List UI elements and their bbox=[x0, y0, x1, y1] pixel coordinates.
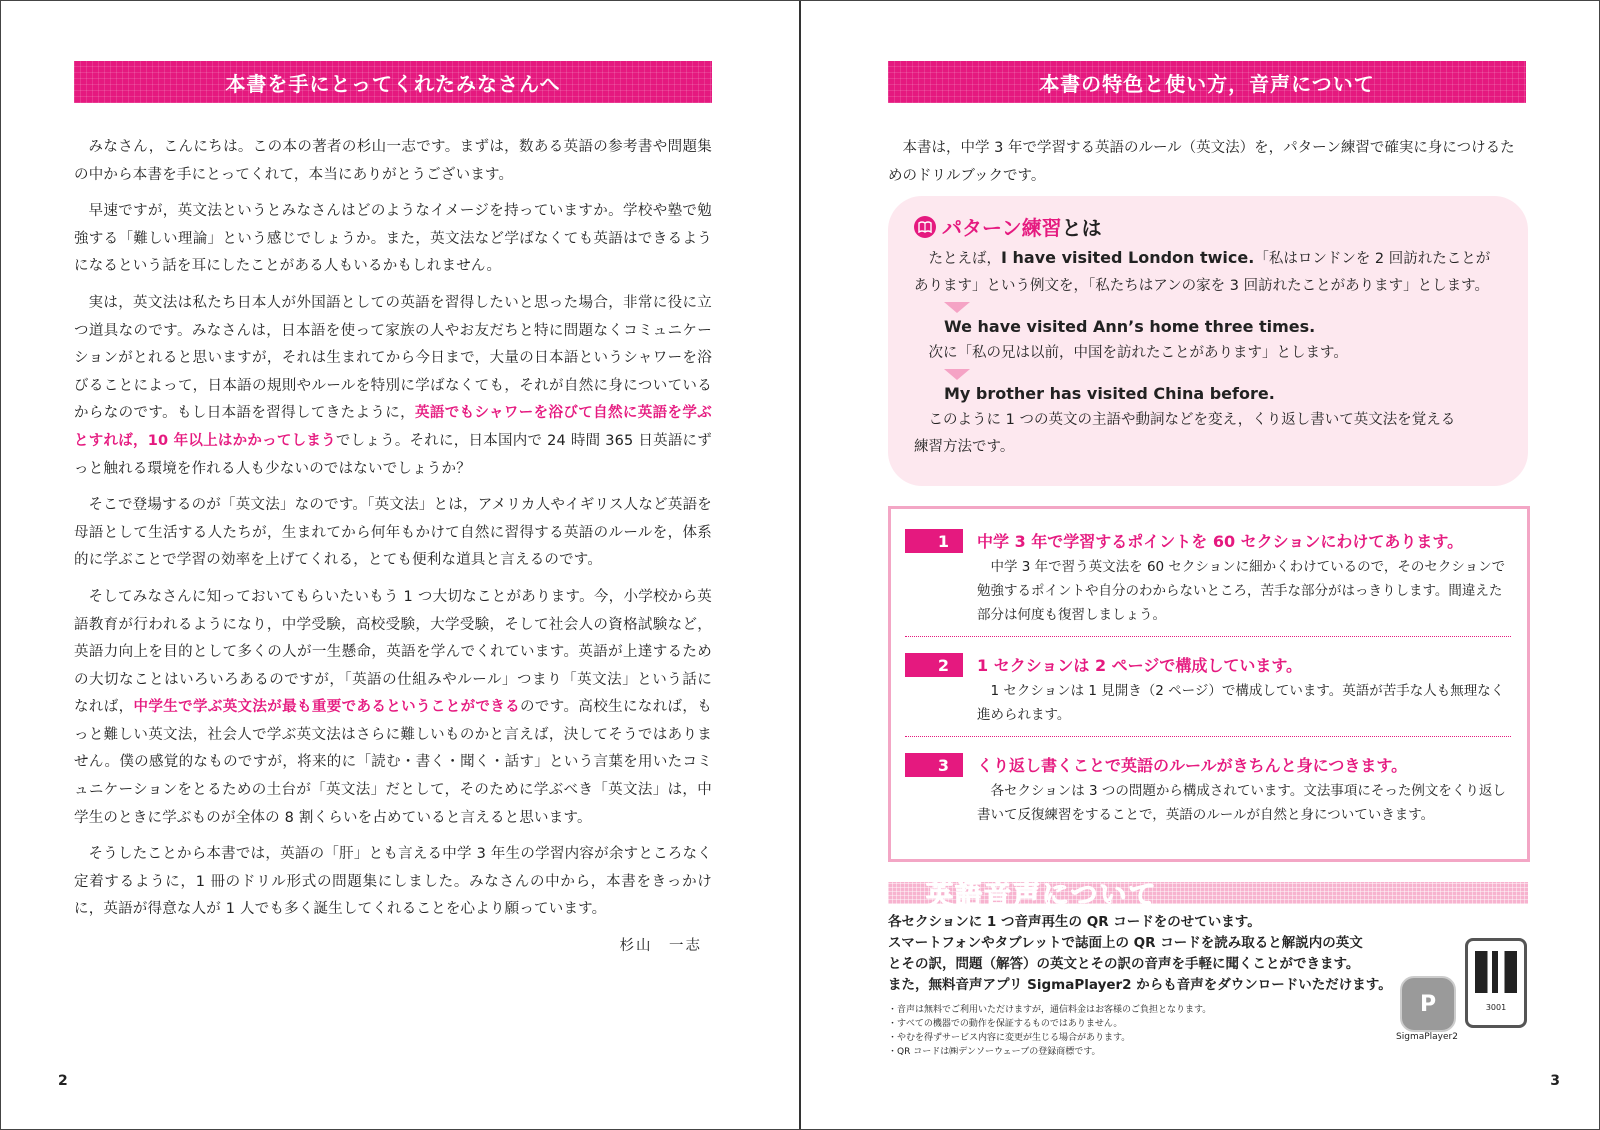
feature-heading: 中学 3 年で学習するポイントを 60 セクションにわけてあります。 bbox=[977, 532, 1464, 551]
feature-number: 2 bbox=[905, 653, 963, 677]
app-label: SigmaPlayer2 bbox=[1396, 1032, 1458, 1042]
audio-section-title: 英語音声について bbox=[926, 880, 1158, 911]
qr-code-icon bbox=[1475, 951, 1517, 993]
example-sentence-base: I have visited London twice. bbox=[1001, 248, 1255, 267]
feature-heading: 1 セクションは 2 ページで構成しています。 bbox=[977, 656, 1303, 675]
paragraph-4: そこで登場するのが「英文法」なのです。「英文法」とは，アメリカ人やイギリス人など英語を母語として生活する人たちが，生まれてから何年もかけて自然に習得する英語のルールを，体系的に学ぶことで学習の効率を上げてくれる，とても便利な道具と言えるのです。 bbox=[74, 497, 712, 569]
paragraph-5: そしてみなさんに知っておいてもらいたいもう 1 つ大切なことがあります。今，小学校から英語教育が行われるようになり，中学受験，高校受験，大学受験，そして社会人の資格試験など，英語力向上を目的として多くの人が一生懸命，英語を学んでくれています。英語が上達するための大切なことはいろいろあるのですが，「英語の仕組みやルール」つまり「英文法」という話になれば，中学生で学ぶ英文法が最も重要であるということができるのです。高校生になれば，もっと難しい英文法，社会人で学ぶ英文法はさらに難しいものかと言えば，決してそうではありません。僕の感覚的なものですが，将来的に「読む・書く・聞く・話す」という言葉を用いたコミュニケーションをとるための土台が「英文法」だとして，そのために学ぶべき「英文法」は，中学生のときに学ぶものが全体の 8 割くらいを占めていると言えると思います。 bbox=[74, 588, 712, 826]
pattern-line-4: このように 1 つの英文の主語や動詞などを変え，くり返し書いて英文法を覚える bbox=[928, 412, 1456, 428]
intro-text: 本書は，中学 3 年で学習する英語のルール（英文法）を，パターン練習で確実に身につけるためのドリルブックです。 bbox=[888, 140, 1515, 184]
feature-number: 3 bbox=[905, 753, 963, 777]
example-sentence-2: My brother has visited China before. bbox=[944, 384, 1275, 403]
book-icon bbox=[914, 216, 936, 238]
qr-code-number: 3001 bbox=[1485, 1003, 1507, 1012]
feature-heading: くり返し書くことで英語のルールがきちんと身につきます。 bbox=[977, 756, 1408, 775]
pattern-line-3: 次に「私の兄は以前，中国を訪れたことがあります」とします。 bbox=[928, 345, 1348, 361]
feature-description: 1 セクションは 1 見開き（2 ページ）で構成しています。英語が苦手な人も無理なく進められます。 bbox=[977, 683, 1505, 723]
highlight-text: 英語でもシャワーを浴びて自然に英語を学ぶとすれば，10 年以上はかかってしまう bbox=[74, 405, 712, 449]
highlight-text: 中学生で学ぶ英文法が最も重要であるということができる bbox=[133, 699, 521, 716]
left-page-body bbox=[74, 134, 712, 961]
pattern-practice-box bbox=[888, 196, 1528, 486]
arrow-down-icon bbox=[944, 302, 970, 313]
page-number-right: 3 bbox=[1550, 1073, 1560, 1089]
dotted-divider bbox=[905, 636, 1511, 637]
feature-number: 1 bbox=[905, 529, 963, 553]
paragraph-2: 早速ですが，英文法というとみなさんはどのようなイメージを持っていますか。学校や塾で勉強する「難しい理論」という感じでしょうか。また，英文法など学ばなくても英語はできるようになるという話を耳にしたことがある人もいるかもしれません。 bbox=[74, 203, 712, 275]
left-page bbox=[0, 0, 799, 1130]
pattern-body bbox=[914, 244, 1514, 461]
right-page-title: 本書の特色と使い方，音声について bbox=[888, 61, 1526, 103]
feature-description: 各セクションは 3 つの問題から構成されています。文法事項にそった例文をくり返し書いて反復練習をすることで，英語のルールが自然と身についていきます。 bbox=[977, 783, 1506, 823]
features-box bbox=[888, 506, 1530, 862]
sigmaplayer-app-icon[interactable]: P bbox=[1400, 976, 1456, 1032]
pattern-line-5: 練習方法です。 bbox=[914, 439, 1015, 455]
example-sentence-1: We have visited Ann’s home three times. bbox=[944, 317, 1316, 336]
qr-code-phone-icon[interactable] bbox=[1465, 938, 1527, 1028]
left-page-title: 本書を手にとってくれたみなさんへ bbox=[74, 61, 712, 103]
pattern-line-1: たとえば，I have visited London twice.「私はロンドンを 2 回訪れたことが bbox=[928, 248, 1491, 267]
right-page bbox=[801, 0, 1600, 1130]
paragraph-3: 実は，英文法は私たち日本人が外国語としての英語を習得したいと思った場合，非常に役に立つ道具なのです。みなさんは，日本語を使って家族の人やお友だちと特に問題なくコミュニケーションがとれると思いますが，それは生まれてから今日まで，大量の日本語というシャワーを浴びることによって，日本語の規則やルールを特別に学ばなくても，それが自然に身についているからなのです。もし日本語を習得してきたように，英語でもシャワーを浴びて自然に英語を学ぶとすれば，10 年以上はかかってしまうでしょう。それに，日本国内で 24 時間 365 日英語にずっと触れる環境を作れる人も少ないのではないでしょうか？ bbox=[74, 294, 713, 477]
feature-description: 中学 3 年で習う英文法を 60 セクションに細かくわけているので，そのセクションで勉強するポイントや自分のわからないところ，苦手な部分がはっきりします。間違えた部分は何度も復習しましょう。 bbox=[977, 559, 1506, 623]
audio-description: 各セクションに 1 つ音声再生の QR コードをのせています。 スマートフォンやタブレットで誌面上の QR コードを読み取ると解説内の英文 とその訳，問題（解答）の英文とその訳の音声を手軽に聞くことができます。 また，無料音声アプリ SigmaPlayer2 からも音声をダウンロードいただけます。 bbox=[888, 914, 1392, 993]
audio-notes: ・音声は無料でご利用いただけますが，通信料金はお客様のご負担となります。 ・すべての機器での動作を保証するものではありません。 ・やむを得ずサービス内容に変更が生じる場合があります。 ・QR コードは㈱デンソーウェーブの登録商標です。 bbox=[888, 1005, 1212, 1057]
arrow-down-icon bbox=[944, 369, 970, 380]
dotted-divider bbox=[905, 736, 1511, 737]
pattern-line-2: あります」という例文を，「私たちはアンの家を 3 回訪れたことがあります」とします。 bbox=[914, 278, 1489, 294]
author-signature: 杉山 一志 bbox=[619, 938, 702, 955]
pattern-title: パターン練習 とは bbox=[914, 212, 1102, 241]
paragraph-6: そうしたことから本書では，英語の「肝」とも言える中学 3 年生の学習内容が余すところなく定着するように，1 冊のドリル形式の問題集にしました。みなさんの中から，本書をきっかけに，英語が得意な人が 1 人でも多く誕生してくれることを心より願っています。 bbox=[74, 846, 712, 918]
paragraph-1: みなさん，こんにちは。この本の著者の杉山一志です。まずは，数ある英語の参考書や問題集の中から本書を手にとってくれて，本当にありがとうございます。 bbox=[74, 139, 712, 183]
page-number-left: 2 bbox=[58, 1073, 68, 1089]
